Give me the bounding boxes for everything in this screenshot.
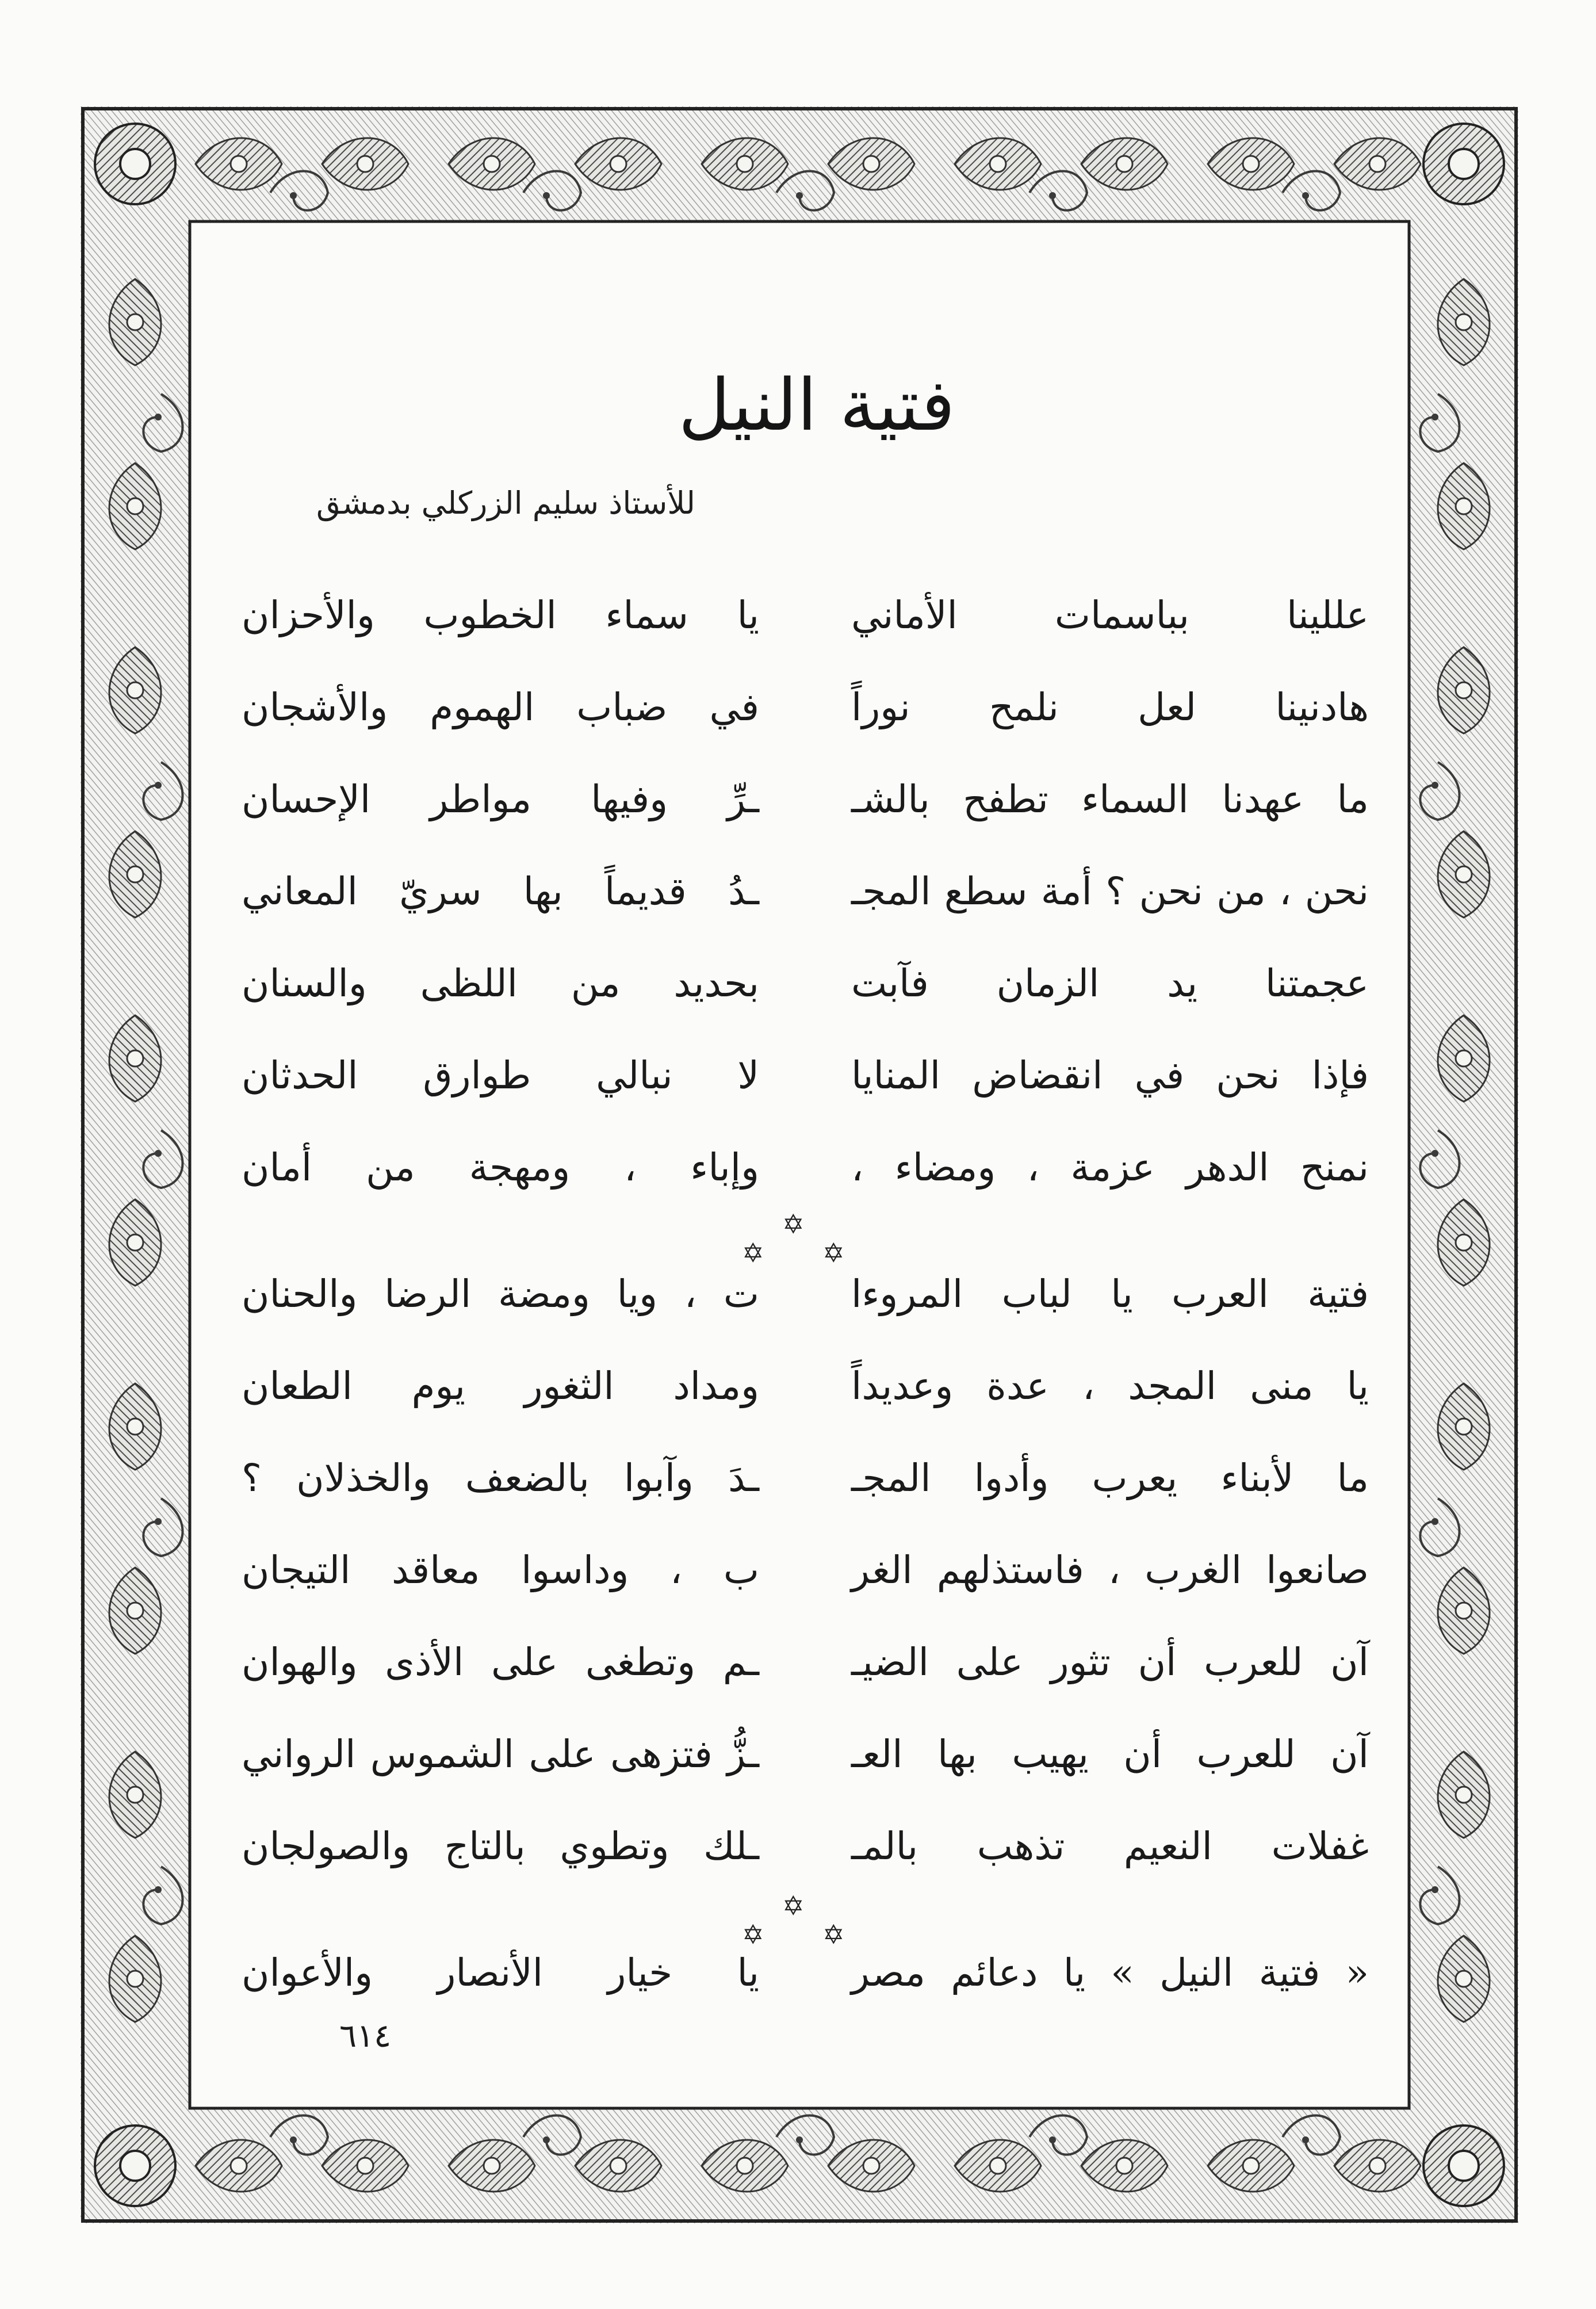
poem-title: فتية النيل (678, 364, 955, 447)
stanza-2 (230, 1266, 1369, 1910)
verse-line (230, 1726, 1369, 1818)
first-hemistich: فتية العرب يا لباب المروءا (851, 1272, 1369, 1316)
star-icon: ✡ (742, 1237, 764, 1268)
second-hemistich: ـدَ وآبوا بالضعف والخذلان ؟ (242, 1456, 759, 1500)
first-hemistich: آن للعرب أن تثور على الضيـ (851, 1640, 1369, 1684)
first-hemistich: نمنح الدهر عزمة ، ومضاء ، (851, 1145, 1369, 1190)
first-hemistich: غفلات النعيم تذهب بالمـ (851, 1824, 1369, 1868)
second-hemistich: ب ، وداسوا معاقد التيجان (242, 1548, 759, 1592)
second-hemistich: بحديد من اللظى والسنان (242, 961, 759, 1006)
verse-line (230, 1047, 1369, 1139)
first-hemistich: عللينا بباسمات الأماني (851, 593, 1369, 637)
second-hemistich: ـدُ قديماً بها سريّ المعاني (242, 869, 759, 913)
stanza-3 (230, 1944, 1369, 2036)
second-hemistich: ـزُّ فتزهى على الشموس الرواني (242, 1732, 759, 1776)
first-hemistich: « فتية النيل » يا دعائم مصر (851, 1951, 1369, 1995)
verse-line (230, 1634, 1369, 1726)
first-hemistich: فإذا نحن في انقضاض المنايا (851, 1053, 1369, 1098)
second-hemistich: في ضباب الهموم والأشجان (242, 685, 759, 729)
author-line: للأستاذ سليم الزركلي بدمشق (316, 485, 695, 521)
star-icon: ✡ (782, 1209, 805, 1240)
first-hemistich: صانعوا الغرب ، فاستذلهم الغر (851, 1548, 1369, 1592)
second-hemistich: ـم وتطغى على الأذى والهوان (242, 1640, 759, 1684)
first-hemistich: عجمتنا يد الزمان فآبت (851, 961, 1369, 1006)
verse-line (230, 771, 1369, 863)
second-hemistich: ـرِّ وفيها مواطر الإحسان (242, 777, 759, 821)
stanza-1 (230, 587, 1369, 1231)
verse-line (230, 955, 1369, 1047)
second-hemistich: يا سماء الخطوب والأحزان (242, 593, 759, 637)
first-hemistich: ما لأبناء يعرب وأدوا المجـ (851, 1456, 1369, 1500)
second-hemistich: لا نبالي طوارق الحدثان (242, 1053, 759, 1098)
star-icon: ✡ (822, 1919, 845, 1950)
verse-line (230, 1944, 1369, 2036)
second-hemistich: وإباء ، ومهجة من أمان (242, 1145, 759, 1190)
second-hemistich: ومداد الثغور يوم الطعان (242, 1364, 759, 1408)
verse-line (230, 1542, 1369, 1634)
star-icon: ✡ (822, 1237, 845, 1268)
poem-page (230, 322, 1369, 2055)
first-hemistich: يا منى المجد ، عدة وعديداً (851, 1364, 1369, 1408)
verse-line (230, 587, 1369, 679)
first-hemistich: هادنينا لعل نلمح نوراً (851, 685, 1369, 729)
first-hemistich: نحن ، من نحن ؟ أمة سطع المجـ (851, 869, 1369, 913)
first-hemistich: آن للعرب أن يهيب بها العـ (851, 1732, 1369, 1776)
page-number: ٦١٤ (339, 2017, 392, 2055)
second-hemistich: ت ، ويا ومضة الرضا والحنان (242, 1272, 759, 1316)
second-hemistich: ـلك وتطوي بالتاج والصولجان (242, 1824, 759, 1868)
verse-line (230, 1266, 1369, 1358)
verse-line (230, 679, 1369, 771)
star-icon: ✡ (782, 1890, 805, 1921)
star-separator (742, 1211, 857, 1274)
verse-line (230, 863, 1369, 955)
second-hemistich: يا خيار الأنصار والأعوان (242, 1951, 759, 1995)
verse-line (230, 1358, 1369, 1450)
star-icon: ✡ (742, 1919, 764, 1950)
first-hemistich: ما عهدنا السماء تطفح بالشـ (851, 777, 1369, 821)
verse-line (230, 1450, 1369, 1542)
